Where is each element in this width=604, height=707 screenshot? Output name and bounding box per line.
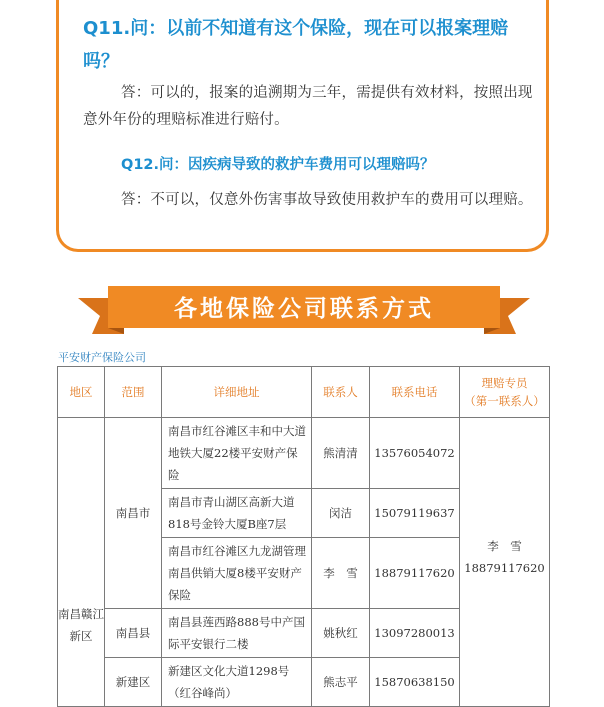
- contact-table: [57, 366, 549, 700]
- phone-cell: 18879117620: [370, 538, 460, 609]
- phone-cell: 15079119637: [370, 489, 460, 538]
- header-scope: 范围: [105, 367, 162, 418]
- table-row: [58, 418, 550, 489]
- phone-cell: 15870638150: [370, 658, 460, 707]
- contact-cell: 李 雪: [312, 538, 370, 609]
- faq-card: [56, 0, 549, 252]
- address-cell: 南昌市青山湖区高新大道818号金铃大厦B座7层: [162, 489, 312, 538]
- scope-nanchang-county: 南昌县: [105, 609, 162, 658]
- address-cell: 南昌县莲西路888号中产国际平安银行二楼: [162, 609, 312, 658]
- contact-cell: 闵洁: [312, 489, 370, 538]
- header-specialist: [460, 367, 550, 418]
- address-cell: 南昌市红谷滩区九龙湖管理南昌供销大厦8楼平安财产保险: [162, 538, 312, 609]
- phone-cell: 13097280013: [370, 609, 460, 658]
- address-cell: 新建区文化大道1298号（红谷峰尚）: [162, 658, 312, 707]
- header-region: 地区: [58, 367, 105, 418]
- section-banner: [78, 284, 530, 336]
- address-cell: 南昌市红谷滩区丰和中大道地铁大厦22楼平安财产保险: [162, 418, 312, 489]
- header-specialist-title: 理赔专员: [481, 376, 528, 390]
- banner-title: 各地保险公司联系方式: [174, 296, 434, 322]
- scope-nanchang-city: 南昌市: [105, 418, 162, 609]
- header-address: 详细地址: [162, 367, 312, 418]
- faq-answer-11: 答：可以的，报案的追溯期为三年，需提供有效材料，按照出现意外年份的理赔标准进行赔付。: [83, 85, 533, 128]
- faq-answer-12: 答：不可以，仅意外伤害事故导致使用救护车的费用可以理赔。: [121, 192, 533, 208]
- contact-cell: 熊清清: [312, 418, 370, 489]
- header-contact: 联系人: [312, 367, 370, 418]
- specialist-phone: 18879117620: [464, 561, 545, 575]
- scope-xinjian: 新建区: [105, 658, 162, 707]
- specialist-name: 李 雪: [487, 539, 522, 553]
- region-cell: 南昌赣江新区: [58, 418, 105, 707]
- specialist-cell: [460, 418, 550, 707]
- header-phone: 联系电话: [370, 367, 460, 418]
- header-specialist-sub: （第一联系人）: [464, 394, 545, 408]
- company-label: 平安财产保险公司: [58, 351, 146, 364]
- contact-cell: 姚秋红: [312, 609, 370, 658]
- table-header-row: [58, 367, 550, 418]
- contact-cell: 熊志平: [312, 658, 370, 707]
- faq-question-12: Q12.问：因疾病导致的救护车费用可以理赔吗？: [121, 157, 435, 173]
- phone-cell: 13576054072: [370, 418, 460, 489]
- faq-question-11: Q11.问：以前不知道有这个保险，现在可以报案理赔吗？: [83, 18, 509, 72]
